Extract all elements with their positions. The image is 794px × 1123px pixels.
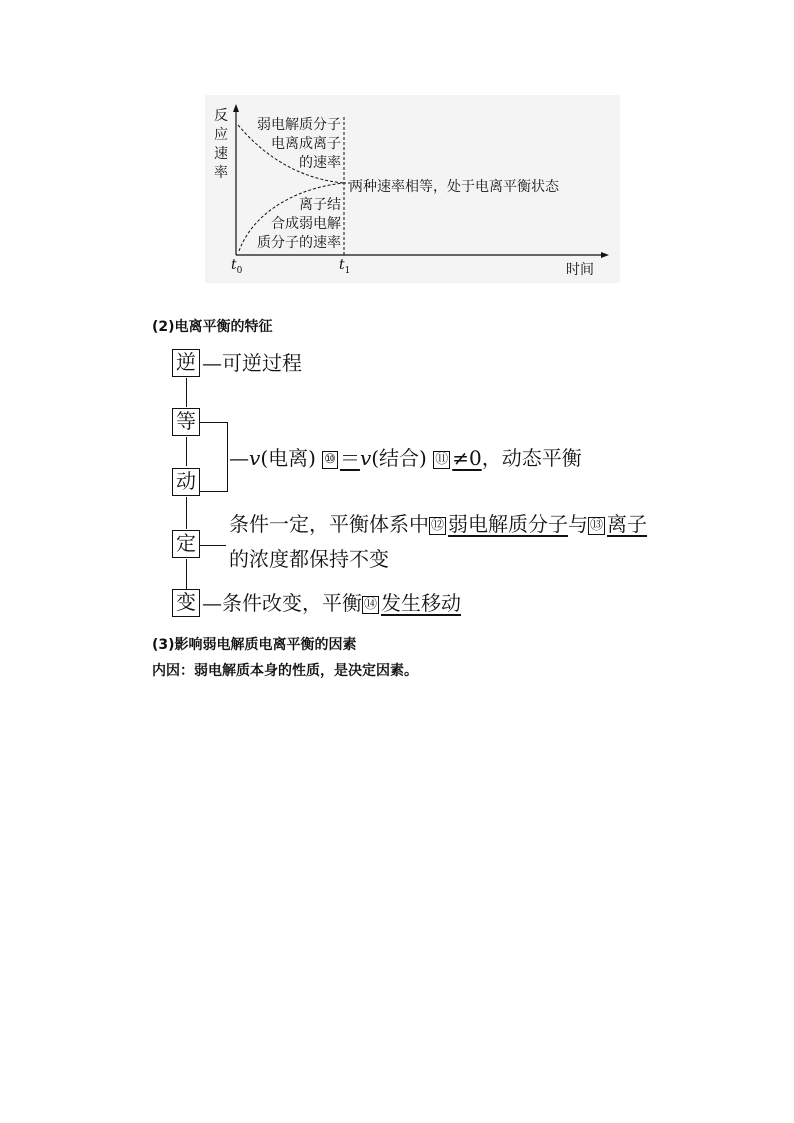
feature-desc-ding-line2: 的浓度都保持不变 <box>229 547 389 571</box>
internal-factor-text: 内因：弱电解质本身的性质，是决定因素。 <box>152 663 418 679</box>
x-axis-label: 时间 <box>566 262 594 278</box>
feature-desc-ding-line1: 条件一定，平衡体系中 ⑫ 弱电解质分子与 ⑬ 离子 <box>229 512 648 536</box>
y-axis-arrow <box>233 104 239 112</box>
y-label-char: 速 <box>214 146 228 162</box>
feature-box-deng: 等 <box>172 408 200 436</box>
feature-box-bian: 变 <box>172 589 200 617</box>
blank-number-11: ⑪ <box>435 452 449 467</box>
bracket-top <box>200 422 228 423</box>
ionization-rate-label: 弱电解质分子 电离成离子 的速率 <box>257 117 341 171</box>
equilibrium-label: 两种速率相等，处于电离平衡状态 <box>349 179 559 195</box>
t1-label: $t_1$ <box>339 257 351 276</box>
feature-desc-ni: —可逆过程 <box>202 351 302 375</box>
blank-number-12: ⑫ <box>431 518 445 533</box>
connector-line <box>186 378 187 407</box>
answer-14: 发生移动 <box>381 591 462 615</box>
x-axis-arrow <box>601 252 609 258</box>
bracket-bottom <box>200 491 228 492</box>
y-label-char: 应 <box>214 127 228 143</box>
feature-box-dong: 动 <box>172 468 200 496</box>
connector-line <box>186 437 187 466</box>
connector-line <box>186 497 187 529</box>
association-rate-label: 离子结 合成弱电解 质分子的速率 <box>257 197 341 251</box>
section2-heading: (2)电离平衡的特征 <box>152 319 273 335</box>
feature-desc-deng-dong: —v(电离) ⑩ ＝v(结合) ⑪ ≠0，动态平衡 <box>229 446 582 470</box>
feature-box-ding: 定 <box>172 530 200 558</box>
y-label-char: 率 <box>214 165 228 181</box>
y-axis-label <box>213 107 229 183</box>
bracket-spine <box>227 422 228 492</box>
feature-desc-bian: —条件改变，平衡 ⑭ 发生移动 <box>202 591 462 615</box>
y-label-char: 反 <box>214 108 228 124</box>
t0-label: $t_0$ <box>231 257 243 276</box>
answer-13: 离子 <box>607 512 648 536</box>
blank-number-10: ⑩ <box>324 452 336 467</box>
feature-box-ni: 逆 <box>172 349 200 377</box>
ding-connector <box>200 545 226 546</box>
blank-number-14: ⑭ <box>364 597 378 612</box>
connector-line <box>186 559 187 589</box>
answer-11: ≠0 <box>452 446 482 470</box>
answer-12: 弱电解质分子 <box>448 512 569 536</box>
section3-heading: (3)影响弱电解质电离平衡的因素 <box>152 637 357 653</box>
answer-10: ＝ <box>339 446 360 470</box>
blank-number-13: ⑬ <box>590 518 604 533</box>
